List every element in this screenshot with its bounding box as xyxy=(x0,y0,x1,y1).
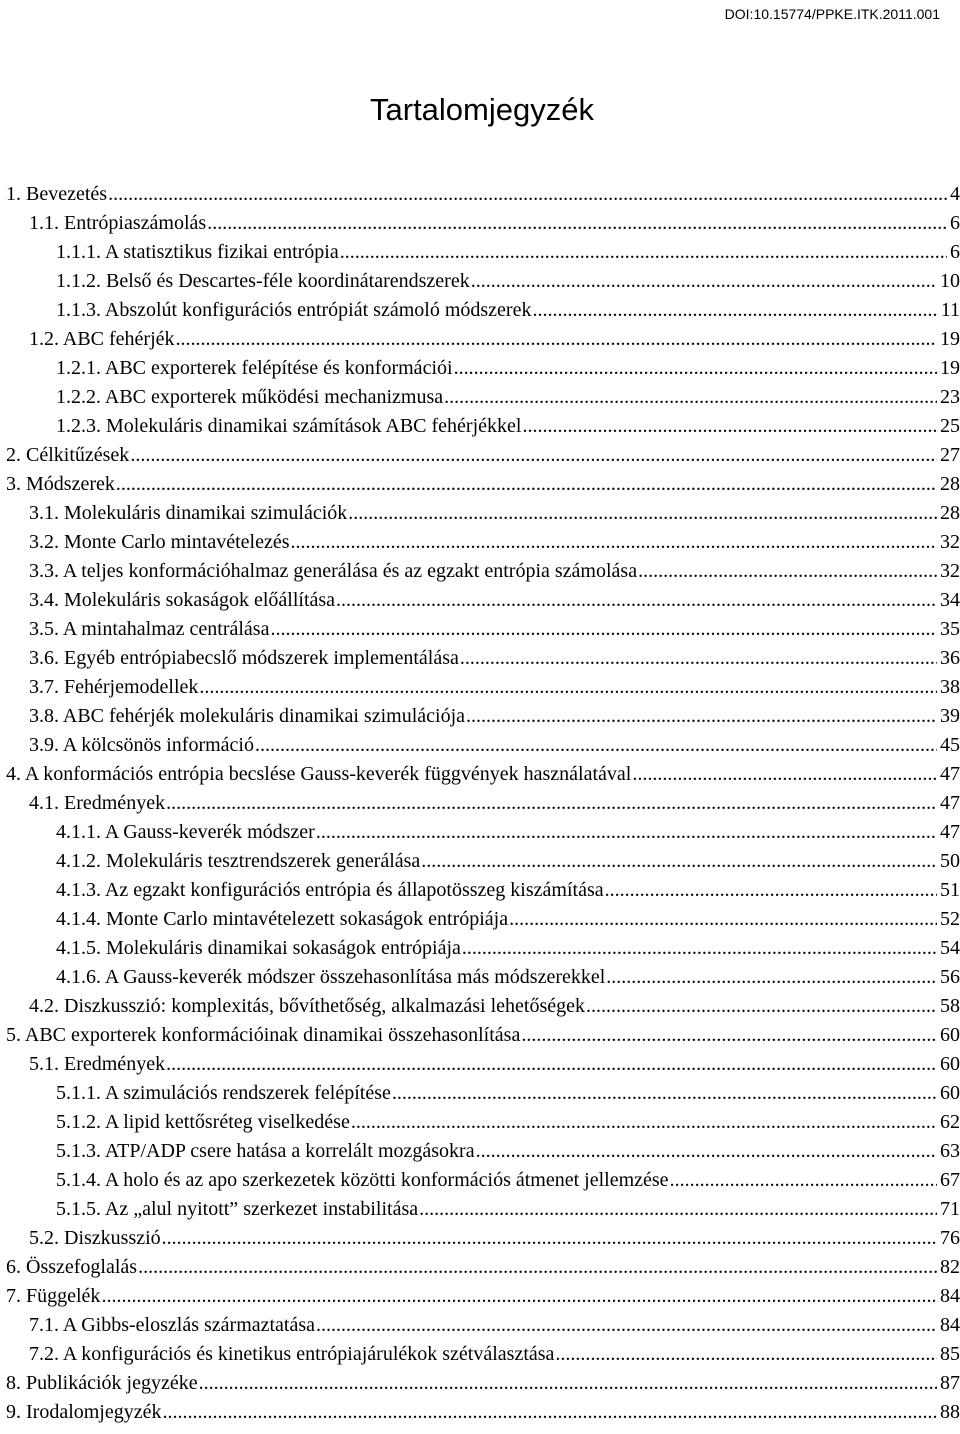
dot-leader xyxy=(586,992,937,1021)
dot-leader xyxy=(138,1253,937,1282)
toc-entry-page: 23 xyxy=(940,386,960,408)
toc-entry[interactable] xyxy=(6,267,960,296)
toc-entry-label: 3.8. ABC fehérjék molekuláris dinamikai szimulációja xyxy=(29,705,466,727)
toc-entry[interactable] xyxy=(6,1021,960,1050)
dot-leader xyxy=(392,1079,937,1108)
toc-entry-label: 4.1.3. Az egzakt konfigurációs entrópia és állapotösszeg kiszámítása xyxy=(56,879,604,901)
dot-leader xyxy=(471,267,937,296)
toc-entry-page: 56 xyxy=(940,966,960,988)
toc-entry-page: 35 xyxy=(940,618,960,640)
toc-entry-page: 32 xyxy=(940,560,960,582)
toc-entry[interactable] xyxy=(6,1369,960,1398)
toc-entry[interactable] xyxy=(6,325,960,354)
toc-entry[interactable] xyxy=(6,1340,960,1369)
toc-entry-page: 60 xyxy=(940,1024,960,1046)
dot-leader xyxy=(606,963,937,992)
toc-entry-label: 1.1.3. Abszolút konfigurációs entrópiát számoló módszerek xyxy=(56,299,532,321)
toc-entry-label: 6. Összefoglalás xyxy=(6,1256,138,1278)
dot-leader xyxy=(351,1108,937,1137)
toc-entry-page: 84 xyxy=(940,1285,960,1307)
toc-entry-label: 3.1. Molekuláris dinamikai szimulációk xyxy=(29,502,348,524)
dot-leader xyxy=(199,1369,937,1398)
toc-entry[interactable] xyxy=(6,383,960,412)
dot-leader xyxy=(290,528,937,557)
dot-leader xyxy=(130,441,937,470)
toc-entry[interactable] xyxy=(6,1224,960,1253)
toc-entry[interactable] xyxy=(6,789,960,818)
toc-entry-label: 5.1.5. Az „alul nyitott” szerkezet instabilitása xyxy=(56,1198,419,1220)
toc-entry-label: 1.2.1. ABC exporterek felépítése és konformációi xyxy=(56,357,453,379)
toc-entry-page: 19 xyxy=(940,357,960,379)
dot-leader xyxy=(340,238,947,267)
toc-entry[interactable] xyxy=(6,470,960,499)
dot-leader xyxy=(521,1021,937,1050)
toc-entry[interactable] xyxy=(6,1137,960,1166)
toc-entry-label: 9. Irodalomjegyzék xyxy=(6,1401,162,1423)
toc-entry[interactable] xyxy=(6,992,960,1021)
dot-leader xyxy=(166,1050,937,1079)
toc-entry-label: 5.1.3. ATP/ADP csere hatása a korrelált mozgásokra xyxy=(56,1140,475,1162)
toc-entry[interactable] xyxy=(6,441,960,470)
dot-leader xyxy=(605,876,937,905)
toc-entry-page: 87 xyxy=(940,1372,960,1394)
toc-entry-label: 1.1.2. Belső és Descartes-féle koordinátarendszerek xyxy=(56,270,470,292)
toc-entry[interactable] xyxy=(6,209,960,238)
toc-entry-label: 3. Módszerek xyxy=(6,473,115,495)
toc-entry-page: 60 xyxy=(940,1053,960,1075)
toc-entry-label: 5.1. Eredmények xyxy=(29,1053,166,1075)
toc-entry[interactable] xyxy=(6,702,960,731)
toc-entry[interactable] xyxy=(6,644,960,673)
toc-entry-page: 67 xyxy=(940,1169,960,1191)
toc-entry-page: 10 xyxy=(940,270,960,292)
dot-leader xyxy=(316,1311,937,1340)
dot-leader xyxy=(555,1340,937,1369)
toc-entry-label: 7.1. A Gibbs-eloszlás származtatása xyxy=(29,1314,316,1336)
toc-entry-page: 11 xyxy=(940,299,960,321)
dot-leader xyxy=(199,673,937,702)
dot-leader xyxy=(166,789,937,818)
toc-entry-page: 4 xyxy=(950,183,960,205)
toc-entry-page: 47 xyxy=(940,821,960,843)
toc-entry[interactable] xyxy=(6,1311,960,1340)
toc-entry[interactable] xyxy=(6,963,960,992)
toc-entry-label: 8. Publikációk jegyzéke xyxy=(6,1372,198,1394)
dot-leader xyxy=(176,325,937,354)
dot-leader xyxy=(670,1166,937,1195)
dot-leader xyxy=(255,731,937,760)
toc-entry-label: 4.1.5. Molekuláris dinamikai sokaságok entrópiája xyxy=(56,937,461,959)
toc-entry-page: 76 xyxy=(940,1227,960,1249)
toc-entry-label: 4.1. Eredmények xyxy=(29,792,166,814)
toc-entry-page: 85 xyxy=(940,1343,960,1365)
toc-entry-label: 3.4. Molekuláris sokaságok előállítása xyxy=(29,589,336,611)
toc-entry-label: 1.1. Entrópiaszámolás xyxy=(29,212,207,234)
dot-leader xyxy=(466,702,937,731)
toc-entry-label: 4.1.1. A Gauss-keverék módszer xyxy=(56,821,315,843)
dot-leader xyxy=(101,1282,937,1311)
dot-leader xyxy=(108,180,947,209)
toc-entry[interactable] xyxy=(6,1195,960,1224)
toc-entry-label: 2. Célkitűzések xyxy=(6,444,130,466)
dot-leader xyxy=(270,615,937,644)
toc-entry-page: 84 xyxy=(940,1314,960,1336)
toc-entry-page: 27 xyxy=(940,444,960,466)
dot-leader xyxy=(419,1195,937,1224)
toc-entry-label: 3.7. Fehérjemodellek xyxy=(29,676,199,698)
toc-entry[interactable] xyxy=(6,499,960,528)
toc-entry[interactable] xyxy=(6,905,960,934)
toc-entry-label: 3.9. A kölcsönös információ xyxy=(29,734,254,756)
toc-entry[interactable] xyxy=(6,760,960,789)
dot-leader xyxy=(163,1398,938,1427)
table-of-contents xyxy=(6,180,960,1427)
toc-entry-label: 1.2. ABC fehérjék xyxy=(29,328,175,350)
toc-entry[interactable] xyxy=(6,1282,960,1311)
toc-entry-page: 28 xyxy=(940,473,960,495)
toc-entry-page: 28 xyxy=(940,502,960,524)
dot-leader xyxy=(638,557,937,586)
toc-entry-page: 71 xyxy=(940,1198,960,1220)
dot-leader xyxy=(509,905,937,934)
toc-entry-label: 5.1.1. A szimulációs rendszerek felépítése xyxy=(56,1082,391,1104)
toc-entry-page: 63 xyxy=(940,1140,960,1162)
dot-leader xyxy=(316,818,937,847)
dot-leader xyxy=(632,760,937,789)
toc-entry[interactable] xyxy=(6,673,960,702)
dot-leader xyxy=(532,296,937,325)
toc-entry-label: 5.1.2. A lipid kettősréteg viselkedése xyxy=(56,1111,350,1133)
dot-leader xyxy=(462,934,937,963)
toc-entry[interactable] xyxy=(6,1166,960,1195)
toc-entry-label: 1. Bevezetés xyxy=(6,183,108,205)
toc-entry-label: 5.1.4. A holo és az apo szerkezetek közötti konformációs átmenet jellemzése xyxy=(56,1169,669,1191)
toc-entry-label: 4.1.2. Molekuláris tesztrendszerek generálása xyxy=(56,850,421,872)
toc-entry-label: 3.3. A teljes konformációhalmaz generálása és az egzakt entrópia számolása xyxy=(29,560,638,582)
dot-leader xyxy=(348,499,937,528)
toc-entry-label: 4.1.4. Monte Carlo mintavételezett sokaságok entrópiája xyxy=(56,908,509,930)
dot-leader xyxy=(444,383,937,412)
toc-entry-label: 3.2. Monte Carlo mintavételezés xyxy=(29,531,290,553)
toc-entry-label: 7.2. A konfigurációs és kinetikus entrópiajárulékok szétválasztása xyxy=(29,1343,555,1365)
toc-entry[interactable] xyxy=(6,731,960,760)
toc-entry-page: 25 xyxy=(940,415,960,437)
toc-entry-page: 45 xyxy=(940,734,960,756)
toc-entry-label: 4.2. Diszkusszió: komplexitás, bővíthetőség, alkalmazási lehetőségek xyxy=(29,995,585,1017)
toc-entry[interactable] xyxy=(6,238,960,267)
toc-entry-page: 51 xyxy=(940,879,960,901)
toc-entry-page: 6 xyxy=(950,212,960,234)
toc-entry-label: 4. A konformációs entrópia becslése Gauss-keverék függvények használatával xyxy=(6,763,632,785)
toc-entry-page: 19 xyxy=(940,328,960,350)
toc-entry-page: 52 xyxy=(940,908,960,930)
toc-entry-label: 1.2.2. ABC exporterek működési mechanizmusa xyxy=(56,386,444,408)
toc-entry[interactable] xyxy=(6,528,960,557)
toc-entry[interactable] xyxy=(6,847,960,876)
toc-entry-label: 5. ABC exporterek konformációinak dinamikai összehasonlítása xyxy=(6,1024,521,1046)
toc-entry-page: 34 xyxy=(940,589,960,611)
toc-entry[interactable] xyxy=(6,876,960,905)
dot-leader xyxy=(336,586,937,615)
dot-leader xyxy=(116,470,937,499)
toc-entry[interactable] xyxy=(6,296,960,325)
toc-entry-page: 36 xyxy=(940,647,960,669)
dot-leader xyxy=(460,644,937,673)
toc-entry-page: 6 xyxy=(950,241,960,263)
toc-entry-page: 62 xyxy=(940,1111,960,1133)
toc-entry-label: 7. Függelék xyxy=(6,1285,101,1307)
toc-entry-label: 5.2. Diszkusszió xyxy=(29,1227,161,1249)
toc-entry-label: 1.2.3. Molekuláris dinamikai számítások ABC fehérjékkel xyxy=(56,415,522,437)
page-title: Tartalomjegyzék xyxy=(370,92,594,127)
dot-leader xyxy=(476,1137,937,1166)
toc-entry-page: 82 xyxy=(940,1256,960,1278)
toc-entry-page: 54 xyxy=(940,937,960,959)
toc-entry[interactable] xyxy=(6,1398,960,1427)
dot-leader xyxy=(162,1224,937,1253)
toc-entry-page: 32 xyxy=(940,531,960,553)
toc-entry[interactable] xyxy=(6,934,960,963)
toc-entry-page: 60 xyxy=(940,1082,960,1104)
toc-entry[interactable] xyxy=(6,412,960,441)
dot-leader xyxy=(207,209,947,238)
doi-header: DOI:10.15774/PPKE.ITK.2011.001 xyxy=(724,6,940,22)
toc-entry-page: 50 xyxy=(940,850,960,872)
toc-entry-page: 47 xyxy=(940,792,960,814)
toc-entry[interactable] xyxy=(6,180,960,209)
toc-entry-label: 3.5. A mintahalmaz centrálása xyxy=(29,618,270,640)
toc-entry[interactable] xyxy=(6,557,960,586)
toc-entry-label: 3.6. Egyéb entrópiabecslő módszerek implementálása xyxy=(29,647,459,669)
toc-entry-page: 47 xyxy=(940,763,960,785)
toc-entry-page: 58 xyxy=(940,995,960,1017)
dot-leader xyxy=(522,412,937,441)
toc-entry[interactable] xyxy=(6,354,960,383)
toc-entry-page: 38 xyxy=(940,676,960,698)
toc-entry[interactable] xyxy=(6,586,960,615)
toc-entry[interactable] xyxy=(6,615,960,644)
dot-leader xyxy=(421,847,937,876)
toc-entry-label: 4.1.6. A Gauss-keverék módszer összehasonlítása más módszerekkel xyxy=(56,966,606,988)
toc-entry-page: 39 xyxy=(940,705,960,727)
toc-entry-page: 88 xyxy=(940,1401,960,1423)
toc-entry-label: 1.1.1. A statisztikus fizikai entrópia xyxy=(56,241,339,263)
toc-entry[interactable] xyxy=(6,1253,960,1282)
toc-entry[interactable] xyxy=(6,818,960,847)
toc-entry[interactable] xyxy=(6,1108,960,1137)
toc-entry[interactable] xyxy=(6,1050,960,1079)
dot-leader xyxy=(454,354,937,383)
toc-entry[interactable] xyxy=(6,1079,960,1108)
